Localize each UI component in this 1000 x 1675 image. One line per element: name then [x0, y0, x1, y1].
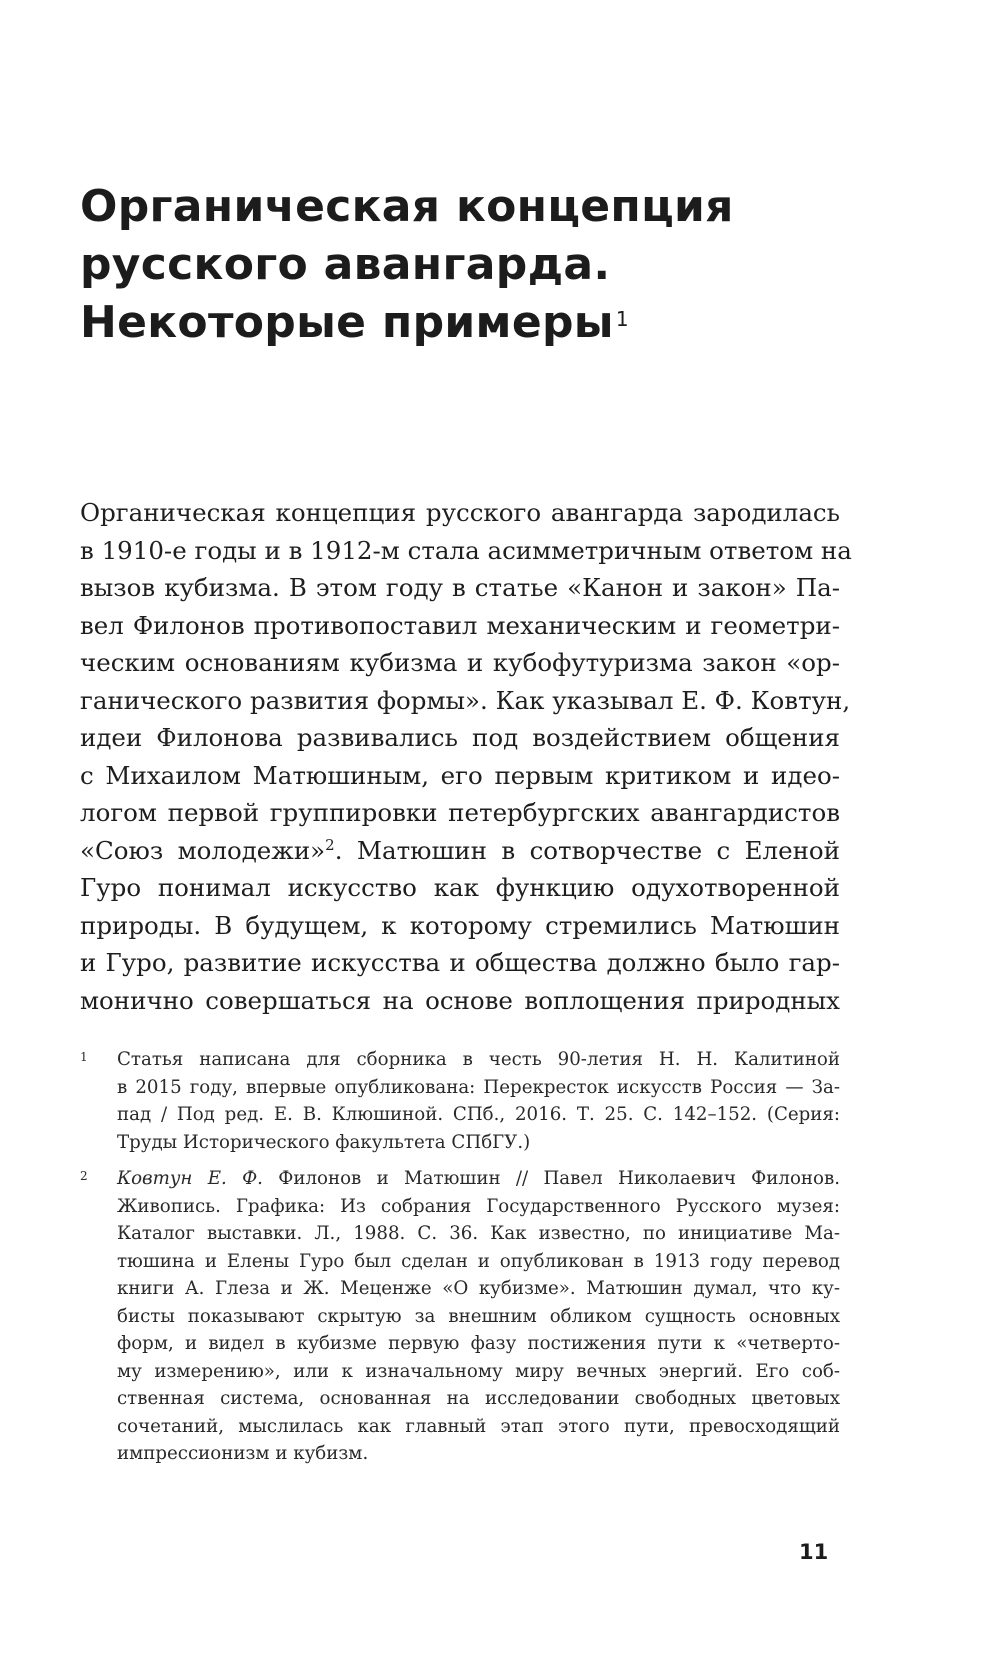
body-line: и Гуро, развитие искусства и общества должно было гар-: [80, 948, 840, 977]
body-line: Органическая концепция русского авангарда зародилась: [80, 498, 840, 527]
body-line: [80, 832, 840, 870]
footnote-line: му измерению», или к изначальному миру вечных энергий. Его соб-: [117, 1360, 840, 1382]
chapter-title-line-2: русского авангарда.: [80, 239, 611, 290]
body-line: с Михаилом Матюшиным, его первым критиком и идео-: [80, 760, 840, 790]
footnote-line: тюшина и Елены Гуро был сделан и опубликован в 1913 году перевод: [117, 1250, 840, 1272]
body-paragraph: [80, 494, 852, 1019]
chapter-title-line-3-text: Некоторые примеры: [80, 297, 614, 348]
footnote-line: в 2015 году, впервые опубликована: Перекресток искусств Россия — За-: [117, 1076, 840, 1098]
body-line-part: . Матюшин в сотворчестве с Еленой: [334, 835, 840, 865]
body-line: вызов кубизма. В этом году в статье «Канон и закон» Па-: [80, 573, 840, 602]
footnote-line: импрессионизм и кубизм.: [117, 1443, 369, 1464]
footnote-line: сочетаний, мыслилась как главный этап этого пути, превосходящий: [117, 1415, 840, 1437]
footnote-line: Каталог выставки. Л., 1988. С. 36. Как известно, по инициативе Ма-: [117, 1223, 840, 1244]
chapter-title-line-1: Органическая концепция: [80, 181, 734, 232]
footnote-line: Труды Исторического факультета СПбГУ.): [117, 1131, 531, 1153]
body-line-part: «Союз молодежи»: [80, 835, 326, 865]
title-footnote-ref[interactable]: 1: [615, 307, 629, 331]
body-line: природы. В будущем, к которому стремились Матюшин: [80, 910, 840, 940]
body-line: логом первой группировки петербургских авангардистов: [80, 798, 840, 827]
body-line: монично совершаться на основе воплощения природных: [80, 985, 840, 1015]
footnote-line: бисты показывают скрытую за внешним обликом сущность основных: [117, 1305, 840, 1327]
footnotes: [80, 1046, 840, 1477]
footnote-2: [80, 1165, 840, 1468]
body-line: в 1910-е годы и в 1912-м стала асимметричным ответом на: [80, 535, 852, 565]
footnote-line: Статья написана для сборника в честь 90-летия Н. Н. Калитиной: [117, 1049, 840, 1070]
body-line: ческим основаниям кубизма и кубофутуризма закон «ор-: [80, 648, 840, 677]
footnote-line: [117, 1165, 840, 1193]
body-line: Гуро понимал искусство как функцию одухотворенной: [80, 873, 840, 902]
chapter-title: [80, 178, 860, 352]
body-line: ганического развития формы». Как указывал Е. Ф. Ковтун,: [80, 685, 851, 715]
body-line: идеи Филонова развивались под воздействием общения: [80, 723, 840, 752]
body-line: вел Филонов противопоставил механическим и геометри-: [80, 610, 840, 640]
footnote-author: Ковтун Е. Ф.: [117, 1168, 263, 1189]
footnote-line: форм, и видел в кубизме первую фазу постижения пути к «четверто-: [117, 1333, 840, 1354]
chapter-title-line-3: [80, 294, 860, 352]
footnote-1: [80, 1046, 840, 1156]
footnote-line-part: Филонов и Матюшин // Павел Николаевич Филонов.: [262, 1168, 840, 1189]
footnote-line: книги А. Глеза и Ж. Меценже «О кубизме». Матюшин думал, что ку-: [117, 1278, 840, 1299]
page-number: 11: [799, 1540, 829, 1564]
footnote-line: пад / Под ред. Е. В. Клюшиной. СПб., 2016. Т. 25. С. 142–152. (Серия:: [117, 1104, 840, 1125]
footnote-number: 1: [80, 1050, 88, 1064]
body-footnote-ref[interactable]: 2: [325, 835, 335, 854]
footnote-line: Живопись. Графика: Из собрания Государственного Русского музея:: [117, 1195, 840, 1217]
footnote-number: 2: [80, 1169, 88, 1183]
footnote-line: ственная система, основанная на исследовании свободных цветовых: [117, 1388, 840, 1409]
